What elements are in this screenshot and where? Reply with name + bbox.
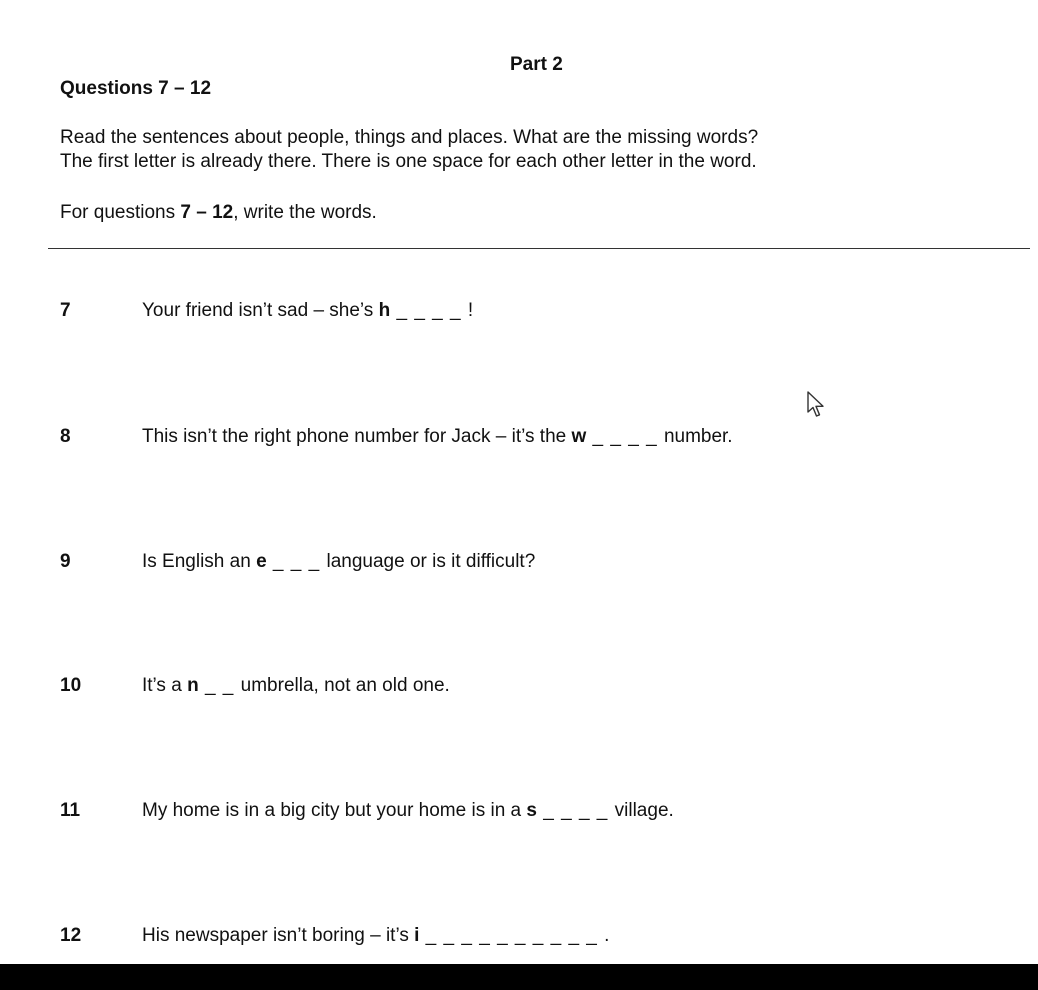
question-10-first-letter: n <box>187 675 199 696</box>
instruction-line-1: Read the sentences about people, things and places. What are the missing words? <box>60 127 759 148</box>
question-number-12: 12 <box>60 925 82 946</box>
question-7-text <box>142 300 473 322</box>
question-12-text <box>142 925 609 947</box>
question-8-before: This isn’t the right phone number for Jack – it’s the <box>142 426 572 447</box>
instruction-line-3-prefix: For questions <box>60 202 181 223</box>
question-12-blanks[interactable]: _ _ _ _ _ _ _ _ _ _ <box>419 925 605 946</box>
question-11-text <box>142 800 674 822</box>
part-title: Part 2 <box>510 54 563 75</box>
question-12-after: . <box>604 925 610 946</box>
question-10-text <box>142 675 450 697</box>
question-10-before: It’s a <box>142 675 188 696</box>
question-11-before: My home is in a big city but your home is in a <box>142 800 527 821</box>
question-7-blanks[interactable]: _ _ _ _ <box>390 300 468 321</box>
question-11-after: village. <box>614 800 674 821</box>
question-8-after: number. <box>663 426 733 447</box>
question-9-blanks[interactable]: _ _ _ <box>266 551 327 572</box>
instruction-line-2: The first letter is already there. There is one space for each other letter in the word. <box>60 151 757 172</box>
question-7-before: Your friend isn’t sad – she’s <box>142 300 379 321</box>
instruction-line-3-suffix: , write the words. <box>233 202 377 223</box>
question-12-before: His newspaper isn’t boring – it’s <box>142 925 415 946</box>
mouse-pointer-icon <box>806 391 826 419</box>
questions-heading: Questions 7 – 12 <box>60 78 212 99</box>
question-number-11: 11 <box>60 800 81 821</box>
question-7-first-letter: h <box>378 300 391 321</box>
question-11-blanks[interactable]: _ _ _ _ <box>536 800 615 821</box>
instruction-line-3 <box>60 201 377 225</box>
question-number-9: 9 <box>60 551 71 572</box>
question-8-blanks[interactable]: _ _ _ _ <box>586 426 664 447</box>
question-7-after: ! <box>467 300 474 321</box>
question-10-blanks[interactable]: _ _ <box>198 675 241 696</box>
question-8-text <box>142 426 733 448</box>
question-9-text <box>142 551 535 573</box>
question-11-first-letter: s <box>526 800 537 821</box>
question-9-first-letter: e <box>256 551 267 572</box>
question-8-first-letter: w <box>571 426 587 447</box>
question-9-before: Is English an <box>142 551 257 572</box>
question-12-first-letter: i <box>414 925 420 946</box>
question-number-8: 8 <box>60 426 71 447</box>
bottom-black-bar <box>0 964 1038 990</box>
divider-rule <box>48 248 1030 249</box>
question-10-after: umbrella, not an old one. <box>240 675 450 696</box>
question-9-after: language or is it difficult? <box>326 551 536 572</box>
instruction-line-3-range: 7 – 12 <box>180 202 234 223</box>
question-number-7: 7 <box>60 300 71 321</box>
question-number-10: 10 <box>60 675 82 696</box>
